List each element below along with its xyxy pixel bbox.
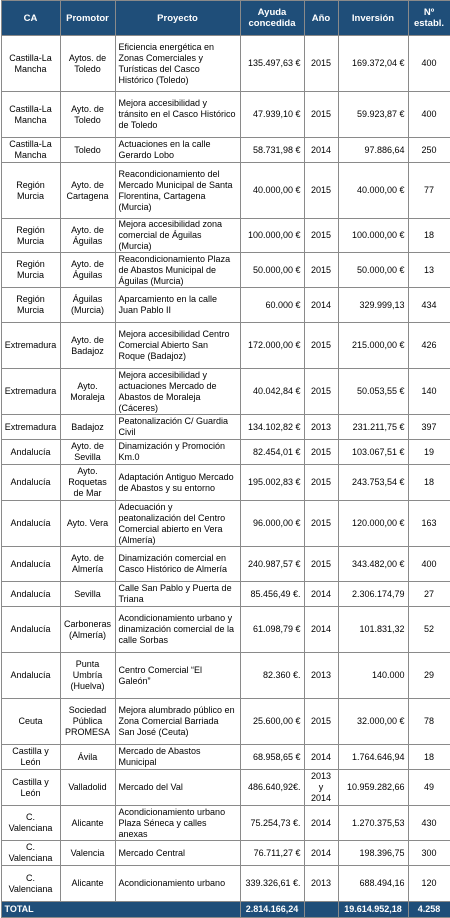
cell-n-establ: 18 bbox=[408, 219, 450, 253]
cell-n-establ: 426 bbox=[408, 323, 450, 369]
cell-ca: Extremadura bbox=[1, 415, 60, 440]
cell-ca: C. Valenciana bbox=[1, 806, 60, 841]
cell-ca: Región Murcia bbox=[1, 253, 60, 288]
cell-inversion: 140.000 bbox=[338, 653, 408, 699]
cell-inversion: 32.000,00 € bbox=[338, 699, 408, 745]
cell-ayuda: 61.098,79 € bbox=[240, 607, 304, 653]
cell-n-establ: 52 bbox=[408, 607, 450, 653]
cell-promotor: Ayto. de Toledo bbox=[60, 92, 115, 138]
cell-ca: C. Valenciana bbox=[1, 866, 60, 902]
table-row bbox=[1, 806, 450, 841]
cell-ca: Andalucía bbox=[1, 653, 60, 699]
cell-proyecto: Mejora accesibilidad y actuaciones Mercado de Abastos de Moraleja (Cáceres) bbox=[115, 369, 240, 415]
cell-promotor: Punta Umbría (Huelva) bbox=[60, 653, 115, 699]
cell-inversion: 1.270.375,53 bbox=[338, 806, 408, 841]
cell-ayuda: 25.600,00 € bbox=[240, 699, 304, 745]
cell-ayuda: 40.000,00 € bbox=[240, 163, 304, 219]
cell-ayuda: 486.640,92€. bbox=[240, 770, 304, 806]
table-row bbox=[1, 163, 450, 219]
cell-inversion: 1.764.646,94 bbox=[338, 745, 408, 770]
cell-proyecto: Adaptación Antiguo Mercado de Abastos y su entorno bbox=[115, 465, 240, 501]
cell-n-establ: 430 bbox=[408, 806, 450, 841]
cell-ca: Región Murcia bbox=[1, 219, 60, 253]
table-body bbox=[1, 36, 450, 902]
cell-promotor: Águilas (Murcia) bbox=[60, 288, 115, 323]
cell-ca: Ceuta bbox=[1, 699, 60, 745]
table-row bbox=[1, 607, 450, 653]
cell-inversion: 329.999,13 bbox=[338, 288, 408, 323]
table-row bbox=[1, 36, 450, 92]
cell-ano: 2015 bbox=[304, 323, 338, 369]
table-row bbox=[1, 440, 450, 465]
cell-proyecto: Calle San Pablo y Puerta de Triana bbox=[115, 582, 240, 607]
header-row bbox=[1, 1, 450, 36]
table-row bbox=[1, 253, 450, 288]
cell-ca: Andalucía bbox=[1, 582, 60, 607]
cell-ayuda: 76.711,27 € bbox=[240, 841, 304, 866]
cell-inversion: 169.372,04 € bbox=[338, 36, 408, 92]
cell-proyecto: Mercado Central bbox=[115, 841, 240, 866]
cell-ca: Castilla y León bbox=[1, 770, 60, 806]
table-row bbox=[1, 415, 450, 440]
cell-ayuda: 82.360 €. bbox=[240, 653, 304, 699]
cell-ayuda: 172.000,00 € bbox=[240, 323, 304, 369]
cell-promotor: Ayto. de Águilas bbox=[60, 219, 115, 253]
cell-ca: Andalucía bbox=[1, 465, 60, 501]
cell-ano: 2015 bbox=[304, 547, 338, 582]
cell-ano: 2015 bbox=[304, 163, 338, 219]
total-inversion: 19.614.952,18 bbox=[338, 902, 408, 918]
cell-promotor: Sociedad Pública PROMESA bbox=[60, 699, 115, 745]
cell-proyecto: Mercado del Val bbox=[115, 770, 240, 806]
cell-ayuda: 68.958,65 € bbox=[240, 745, 304, 770]
cell-promotor: Alicante bbox=[60, 806, 115, 841]
cell-ano: 2014 bbox=[304, 138, 338, 163]
cell-ayuda: 240.987,57 € bbox=[240, 547, 304, 582]
cell-proyecto: Mercado de Abastos Municipal bbox=[115, 745, 240, 770]
table-row bbox=[1, 770, 450, 806]
cell-proyecto: Reacondicionamiento Plaza de Abastos Municipal de Águilas (Murcia) bbox=[115, 253, 240, 288]
table-row bbox=[1, 582, 450, 607]
cell-inversion: 101.831,32 bbox=[338, 607, 408, 653]
table-row bbox=[1, 219, 450, 253]
cell-ano: 2013 bbox=[304, 866, 338, 902]
cell-promotor: Toledo bbox=[60, 138, 115, 163]
cell-ayuda: 75.254,73 €. bbox=[240, 806, 304, 841]
cell-ano: 2015 bbox=[304, 369, 338, 415]
table-row bbox=[1, 866, 450, 902]
cell-ano: 2014 bbox=[304, 582, 338, 607]
cell-ayuda: 195.002,83 € bbox=[240, 465, 304, 501]
cell-n-establ: 400 bbox=[408, 547, 450, 582]
cell-ano: 2014 bbox=[304, 806, 338, 841]
cell-n-establ: 13 bbox=[408, 253, 450, 288]
cell-ano: 2015 bbox=[304, 501, 338, 547]
cell-proyecto: Reacondicionamiento del Mercado Municipal de Santa Florentina, Cartagena (Murcia) bbox=[115, 163, 240, 219]
col-header-proyecto: Proyecto bbox=[115, 1, 240, 36]
cell-n-establ: 77 bbox=[408, 163, 450, 219]
cell-n-establ: 49 bbox=[408, 770, 450, 806]
cell-promotor: Ayto. Moraleja bbox=[60, 369, 115, 415]
cell-inversion: 97.886,64 bbox=[338, 138, 408, 163]
cell-ano: 2014 bbox=[304, 745, 338, 770]
cell-promotor: Ávila bbox=[60, 745, 115, 770]
cell-inversion: 100.000,00 € bbox=[338, 219, 408, 253]
cell-proyecto: Adecuación y peatonalización del Centro Comercial abierto en Vera (Almería) bbox=[115, 501, 240, 547]
col-header-promotor: Promotor bbox=[60, 1, 115, 36]
cell-n-establ: 434 bbox=[408, 288, 450, 323]
cell-ca: Castilla-La Mancha bbox=[1, 36, 60, 92]
table-row bbox=[1, 92, 450, 138]
cell-n-establ: 78 bbox=[408, 699, 450, 745]
cell-inversion: 120.000,00 € bbox=[338, 501, 408, 547]
cell-inversion: 103.067,51 € bbox=[338, 440, 408, 465]
cell-promotor: Ayto. de Badajoz bbox=[60, 323, 115, 369]
cell-proyecto: Actuaciones en la calle Gerardo Lobo bbox=[115, 138, 240, 163]
cell-ayuda: 339.326,61 €. bbox=[240, 866, 304, 902]
cell-ano: 2013 bbox=[304, 415, 338, 440]
cell-ca: Andalucía bbox=[1, 547, 60, 582]
cell-ca: Andalucía bbox=[1, 607, 60, 653]
cell-ayuda: 134.102,82 € bbox=[240, 415, 304, 440]
cell-ayuda: 58.731,98 € bbox=[240, 138, 304, 163]
cell-proyecto: Mejora accesibilidad Centro Comercial Abierto San Roque (Badajoz) bbox=[115, 323, 240, 369]
table-row bbox=[1, 841, 450, 866]
cell-proyecto: Centro Comercial “El Galeón” bbox=[115, 653, 240, 699]
table-row bbox=[1, 547, 450, 582]
cell-proyecto: Eficiencia energética en Zonas Comerciales y Turísticas del Casco Histórico (Toledo) bbox=[115, 36, 240, 92]
cell-inversion: 40.000,00 € bbox=[338, 163, 408, 219]
cell-ca: Castilla-La Mancha bbox=[1, 138, 60, 163]
cell-n-establ: 27 bbox=[408, 582, 450, 607]
cell-proyecto: Acondicionamiento urbano Plaza Séneca y calles anexas bbox=[115, 806, 240, 841]
cell-inversion: 50.000,00 € bbox=[338, 253, 408, 288]
cell-ano: 2015 bbox=[304, 440, 338, 465]
cell-n-establ: 19 bbox=[408, 440, 450, 465]
cell-inversion: 243.753,54 € bbox=[338, 465, 408, 501]
total-label: TOTAL bbox=[1, 902, 240, 918]
table-row bbox=[1, 465, 450, 501]
cell-inversion: 198.396,75 bbox=[338, 841, 408, 866]
cell-ano: 2015 bbox=[304, 253, 338, 288]
cell-inversion: 10.959.282,66 bbox=[338, 770, 408, 806]
table-row bbox=[1, 138, 450, 163]
cell-ca: Extremadura bbox=[1, 369, 60, 415]
cell-ca: C. Valenciana bbox=[1, 841, 60, 866]
table-row bbox=[1, 653, 450, 699]
cell-proyecto: Mejora alumbrado público en Zona Comercial Barriada San José (Ceuta) bbox=[115, 699, 240, 745]
table-header bbox=[1, 1, 450, 36]
cell-proyecto: Aparcamiento en la calle Juan Pablo II bbox=[115, 288, 240, 323]
cell-proyecto: Acondicionamiento urbano y dinamización comercial de la calle Sorbas bbox=[115, 607, 240, 653]
cell-ca: Región Murcia bbox=[1, 163, 60, 219]
cell-proyecto: Mejora accesibilidad y tránsito en el Casco Histórico de Toledo bbox=[115, 92, 240, 138]
cell-ano: 2014 bbox=[304, 841, 338, 866]
cell-ano: 2015 bbox=[304, 36, 338, 92]
cell-promotor: Carboneras (Almería) bbox=[60, 607, 115, 653]
table-row bbox=[1, 699, 450, 745]
cell-ayuda: 96.000,00 € bbox=[240, 501, 304, 547]
col-header-inversion: Inversión bbox=[338, 1, 408, 36]
cell-n-establ: 400 bbox=[408, 92, 450, 138]
cell-promotor: Ayto. Roquetas de Mar bbox=[60, 465, 115, 501]
cell-n-establ: 163 bbox=[408, 501, 450, 547]
cell-ayuda: 135.497,63 € bbox=[240, 36, 304, 92]
cell-ayuda: 47.939,10 € bbox=[240, 92, 304, 138]
total-ano-empty bbox=[304, 902, 338, 918]
col-header-ano: Año bbox=[304, 1, 338, 36]
cell-ca: Andalucía bbox=[1, 440, 60, 465]
cell-promotor: Valencia bbox=[60, 841, 115, 866]
cell-ayuda: 82.454,01 € bbox=[240, 440, 304, 465]
table-row bbox=[1, 288, 450, 323]
total-row bbox=[1, 902, 450, 918]
cell-inversion: 2.306.174,79 bbox=[338, 582, 408, 607]
cell-ano: 2015 bbox=[304, 699, 338, 745]
cell-proyecto: Dinamización y Promoción Km.0 bbox=[115, 440, 240, 465]
cell-ca: Región Murcia bbox=[1, 288, 60, 323]
cell-n-establ: 400 bbox=[408, 36, 450, 92]
cell-inversion: 231.211,75 € bbox=[338, 415, 408, 440]
cell-promotor: Sevilla bbox=[60, 582, 115, 607]
cell-ano: 2013 y 2014 bbox=[304, 770, 338, 806]
cell-ano: 2014 bbox=[304, 288, 338, 323]
col-header-ayuda: Ayuda concedida bbox=[240, 1, 304, 36]
cell-ano: 2014 bbox=[304, 607, 338, 653]
table-row bbox=[1, 745, 450, 770]
cell-n-establ: 18 bbox=[408, 465, 450, 501]
cell-promotor: Ayto. de Sevilla bbox=[60, 440, 115, 465]
cell-n-establ: 29 bbox=[408, 653, 450, 699]
cell-ayuda: 100.000,00 € bbox=[240, 219, 304, 253]
cell-inversion: 215.000,00 € bbox=[338, 323, 408, 369]
cell-n-establ: 397 bbox=[408, 415, 450, 440]
cell-promotor: Valladolid bbox=[60, 770, 115, 806]
cell-ano: 2015 bbox=[304, 92, 338, 138]
cell-n-establ: 120 bbox=[408, 866, 450, 902]
table-row bbox=[1, 369, 450, 415]
cell-promotor: Aytos. de Toledo bbox=[60, 36, 115, 92]
cell-ca: Extremadura bbox=[1, 323, 60, 369]
cell-ayuda: 85.456,49 €. bbox=[240, 582, 304, 607]
cell-inversion: 50.053,55 € bbox=[338, 369, 408, 415]
cell-promotor: Ayto. de Águilas bbox=[60, 253, 115, 288]
cell-promotor: Ayto. de Cartagena bbox=[60, 163, 115, 219]
cell-promotor: Badajoz bbox=[60, 415, 115, 440]
cell-ayuda: 50.000,00 € bbox=[240, 253, 304, 288]
table-footer bbox=[1, 902, 450, 918]
cell-n-establ: 18 bbox=[408, 745, 450, 770]
cell-inversion: 688.494,16 bbox=[338, 866, 408, 902]
cell-ca: Andalucía bbox=[1, 501, 60, 547]
cell-proyecto: Peatonalización C/ Guardia Civil bbox=[115, 415, 240, 440]
cell-promotor: Alicante bbox=[60, 866, 115, 902]
col-header-ca: CA bbox=[1, 1, 60, 36]
table-row bbox=[1, 501, 450, 547]
cell-promotor: Ayto. Vera bbox=[60, 501, 115, 547]
cell-promotor: Ayto. de Almería bbox=[60, 547, 115, 582]
cell-ano: 2015 bbox=[304, 465, 338, 501]
cell-inversion: 59.923,87 € bbox=[338, 92, 408, 138]
cell-proyecto: Mejora accesibilidad zona comercial de Águilas (Murcia) bbox=[115, 219, 240, 253]
cell-proyecto: Dinamización comercial en Casco Histórico de Almería bbox=[115, 547, 240, 582]
total-ayuda: 2.814.166,24 bbox=[240, 902, 304, 918]
cell-ano: 2015 bbox=[304, 219, 338, 253]
table-row bbox=[1, 323, 450, 369]
total-n-establ: 4.258 bbox=[408, 902, 450, 918]
cell-ca: Castilla y León bbox=[1, 745, 60, 770]
cell-n-establ: 300 bbox=[408, 841, 450, 866]
cell-ayuda: 60.000 € bbox=[240, 288, 304, 323]
aid-table bbox=[1, 0, 450, 918]
cell-proyecto: Acondicionamiento urbano bbox=[115, 866, 240, 902]
cell-n-establ: 140 bbox=[408, 369, 450, 415]
cell-ano: 2013 bbox=[304, 653, 338, 699]
cell-n-establ: 250 bbox=[408, 138, 450, 163]
cell-ca: Castilla-La Mancha bbox=[1, 92, 60, 138]
cell-ayuda: 40.042,84 € bbox=[240, 369, 304, 415]
col-header-n-establ: Nº establ. bbox=[408, 1, 450, 36]
cell-inversion: 343.482,00 € bbox=[338, 547, 408, 582]
